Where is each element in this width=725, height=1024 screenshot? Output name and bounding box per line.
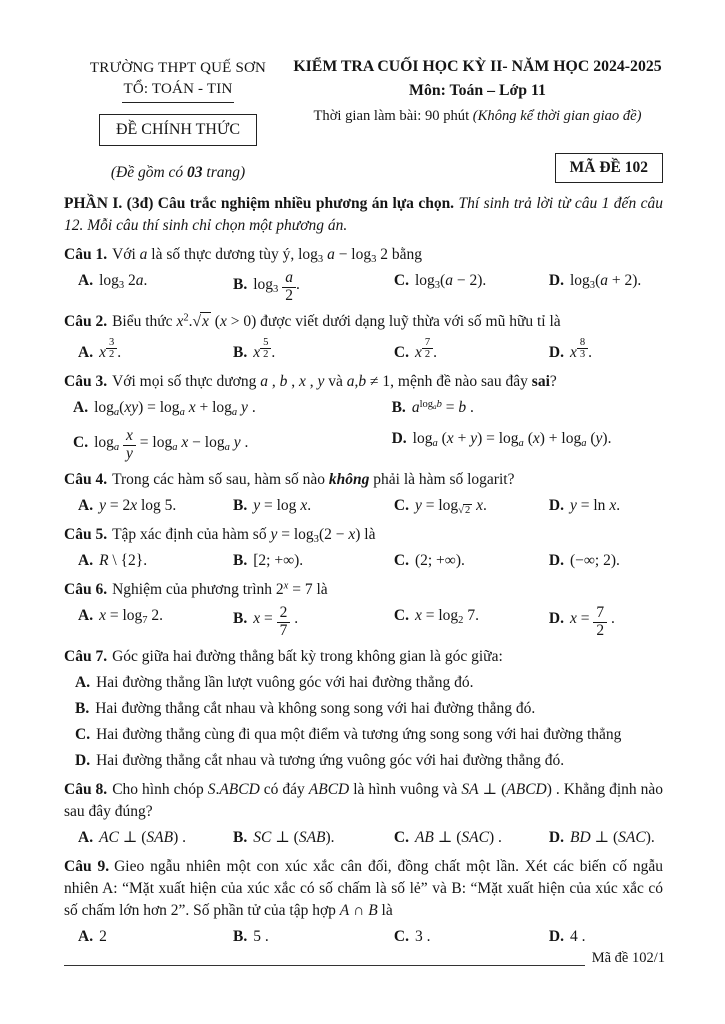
title-block [292,56,663,146]
options-row [64,550,663,572]
option-text: 5 . [253,928,269,946]
option-text: x $^{\frac{5}{2}}$ . [253,337,276,362]
header-row-2 [64,153,663,184]
option-text: [2; +∞). [253,552,304,570]
question-5 [64,524,663,572]
department-underline [122,102,234,103]
option-a [78,495,233,517]
option-key: D. [548,497,564,515]
option-d [549,337,663,364]
footer-page-code: Mã đề 102/1 [591,950,665,966]
question-8 [64,779,663,849]
option-key: C. [393,829,409,847]
option-key: B. [233,829,248,847]
option-text: Hai đường thẳng cùng đi qua một điểm và tương ứng song song với hai đường thẳng [96,726,622,744]
option-text: $\log_a$ $\frac{x}{y}$ = $\log_a x - \log_a y$ . [94,427,249,462]
option-b [233,926,394,948]
exam-duration: Thời gian làm bài: 90 phút (Không kể thời gian giao đề) [313,107,642,124]
option-key: D. [548,829,564,847]
question-1 [64,244,663,304]
option-key: B. [233,497,248,515]
official-exam-box: ĐỀ CHÍNH THỨC [99,114,257,147]
option-d [549,605,663,639]
question-text: Trong các hàm số sau, hàm số nào không phải là hàm số logarit? [112,471,515,489]
option-key: C. [393,552,409,570]
option-c [394,495,549,517]
option-text: $x = \log_2 7$. [414,607,479,627]
question-text: Tập xác định của hàm số $y = \log_3(2 - x)$ là [112,526,376,546]
option-key: D. [75,752,91,770]
option-text: $\log_3 2a$. [99,272,148,292]
option-key: B. [391,399,406,417]
option-d [549,550,663,572]
option-key: A. [73,399,89,417]
option-text: AB ⊥ (SAC) . [414,829,502,847]
option-key: D. [391,430,407,448]
option-b [392,397,663,419]
option-b [233,270,394,304]
question-stem [64,779,663,823]
option-d [549,827,663,849]
department-name: TỔ: TOÁN - TIN [123,81,233,98]
option-c [394,926,549,948]
school-block [64,56,292,146]
option-text: (2; +∞). [414,552,465,570]
option-a [78,337,233,364]
question-number: Câu 5. [64,526,108,544]
question-stem [64,579,663,601]
footer-rule [64,965,585,966]
option-text: $\log_3(a + 2)$. [569,272,642,292]
options-row [64,605,663,639]
option-c [394,550,549,572]
option-a [78,605,233,627]
option-b [233,550,394,572]
page-header [64,56,663,146]
option-key: D. [548,552,564,570]
question-stem [64,371,663,393]
question-stem [64,311,663,333]
option-text: BD ⊥ (SAC). [569,829,655,847]
option-a [78,550,233,572]
option-text: AC ⊥ (SAB) . [99,829,186,847]
options-row [64,495,663,517]
option-b [233,827,394,849]
option-d [549,270,663,292]
option-key: A. [75,674,91,692]
option-text: x = $\frac{7}{2}$ . [569,604,615,639]
option-a [78,270,233,292]
option-text: Hai đường thẳng cắt nhau và tương ứng vuông góc với hai đường thẳng đó. [96,752,565,770]
question-6 [64,579,663,639]
exam-code-box: MÃ ĐỀ 102 [555,153,663,183]
question-3 [64,371,663,462]
option-text: 3 . [414,928,431,946]
option-a [78,926,233,948]
option-text: x $^{\frac{8}{3}}$ . [569,337,593,362]
part1-heading: PHẦN I. (3đ) Câu trắc nghiệm nhiều phương án lựa chọn. Thí sinh trả lời từ câu 1 đến câu 12. Mỗi câu thí sinh chỉ chọn một phương án. [64,195,663,235]
question-text: Nghiệm của phương trình $2^x = 7$ là [112,580,328,599]
option-key: C. [75,726,91,744]
option-a [73,397,392,419]
option-text: $a^{log_ab} = b$ . [411,399,474,417]
option-text: 2 [99,928,107,946]
option-text: y = ln x. [569,497,621,515]
question-4 [64,469,663,517]
option-key: A. [78,552,94,570]
question-text: Góc giữa hai đường thẳng bất kỳ trong không gian là góc giữa: [112,648,503,666]
option-c [394,337,549,364]
option-key: A. [78,272,94,290]
option-key: A. [78,829,94,847]
options-row [64,827,663,849]
option-key: C. [73,433,89,451]
option-key: B. [75,700,90,718]
option-key: D. [548,928,564,946]
option-text: $\log_3$ $\frac{a}{2}$ . [253,269,300,304]
option-key: B. [233,344,248,362]
question-number: Câu 4. [64,471,108,489]
option-text: $\log_3(a - 2)$. [414,272,487,292]
question-stem [64,856,663,922]
option-b [233,337,394,364]
option-b [233,495,394,517]
option-d [392,428,663,450]
option-text: Hai đường thẳng cắt nhau và không song song với hai đường thẳng đó. [95,700,536,718]
page-footer [64,948,665,969]
option-key: B. [233,552,248,570]
option-key: A. [78,497,94,515]
option-text: $x = \log_7 2$. [99,607,164,627]
option-text: R \ {2}. [99,552,148,570]
options-row [64,337,663,364]
question-text: Gieo ngẫu nhiên một con xúc xắc cân đối, đồng chất một lần. Xét các biến cố ngẫu nhiên A: “Mặt xuất hiện của xúc xắc có số chấm là số lẻ” và B: “Mặt xuất hiện của xúc xắc có số chấm lớn hơn 2”. Số phần tử của tập hợp A ∩ B là [64,858,663,920]
option-text: x $^{\frac{7}{2}}$ . [414,337,437,362]
option-text: x $^{\frac{3}{2}}$ . [99,337,122,362]
option-text: 4 . [569,928,586,946]
question-number: Câu 7. [64,648,108,666]
question-number: Câu 9. [64,858,110,876]
options-list [64,672,663,772]
option-key: C. [393,344,409,362]
option-key: C. [393,928,409,946]
option-c [75,724,663,746]
question-stem [64,469,663,491]
option-key: A. [78,928,94,946]
question-2 [64,311,663,364]
option-a [78,827,233,849]
option-d [75,750,663,772]
question-number: Câu 2. [64,313,108,331]
question-stem [64,646,663,668]
pages-note: (Đề gồm có 03 trang) [110,164,246,182]
option-c [73,428,392,462]
option-key: D. [548,344,564,362]
option-b [233,605,394,639]
option-key: A. [78,607,94,625]
question-9 [64,856,663,948]
option-key: D. [548,610,564,628]
question-text: Với a là số thực dương tùy ý, $\log_3 a - \log_3 2$ bằng [112,246,423,266]
option-key: C. [393,607,409,625]
question-number: Câu 8. [64,781,108,799]
options-grid [64,397,663,462]
option-key: B. [233,928,248,946]
option-text: y = 2x log 5. [99,497,177,515]
option-key: C. [393,272,409,290]
question-number: Câu 1. [64,246,108,264]
question-text: Với mọi số thực dương a , b , x , y và a,b ≠ 1, mệnh đề nào sau đây sai? [112,373,557,391]
option-text: $\log_a(xy) = \log_a x + \log_a y$ . [94,399,256,419]
option-text: Hai đường thẳng lần lượt vuông góc với hai đường thẳng đó. [96,674,474,692]
question-stem [64,244,663,266]
question-text: Biểu thức $x^2.√x$ (x > 0) được viết dưới dạng luỹ thừa với số mũ hữu tỉ là [112,312,561,331]
option-key: B. [233,275,248,293]
options-row [64,270,663,304]
option-text: SC ⊥ (SAB). [253,829,335,847]
option-key: C. [393,497,409,515]
exam-subject: Môn: Toán – Lớp 11 [409,82,546,100]
option-b [75,698,663,720]
options-row [64,926,663,948]
question-text: Cho hình chóp S.ABCD có đáy ABCD là hình vuông và SA ⊥ (ABCD) . Khẳng định nào sau đây đúng? [64,781,663,821]
exam-title: KIỂM TRA CUỐI HỌC KỲ II- NĂM HỌC 2024-2025 [293,58,662,75]
question-number: Câu 3. [64,373,108,391]
option-text: x = $\frac{2}{7}$ . [253,604,299,639]
option-key: B. [233,610,248,628]
option-text: y = log x. [253,497,312,515]
option-key: D. [548,272,564,290]
option-c [394,605,549,627]
option-text: $\log_a (x + y) = \log_a (x) + \log_a (y)$. [412,430,612,450]
school-name: TRƯỜNG THPT QUẾ SƠN [89,60,267,76]
option-c [394,827,549,849]
option-text: $y = \log_{√2} x$. [414,497,487,517]
option-key: A. [78,344,94,362]
option-a [75,672,663,694]
question-stem [64,524,663,546]
question-number: Câu 6. [64,581,108,599]
option-text: (−∞; 2). [569,552,620,570]
option-d [549,495,663,517]
question-7 [64,646,663,772]
option-d [549,926,663,948]
option-c [394,270,549,292]
